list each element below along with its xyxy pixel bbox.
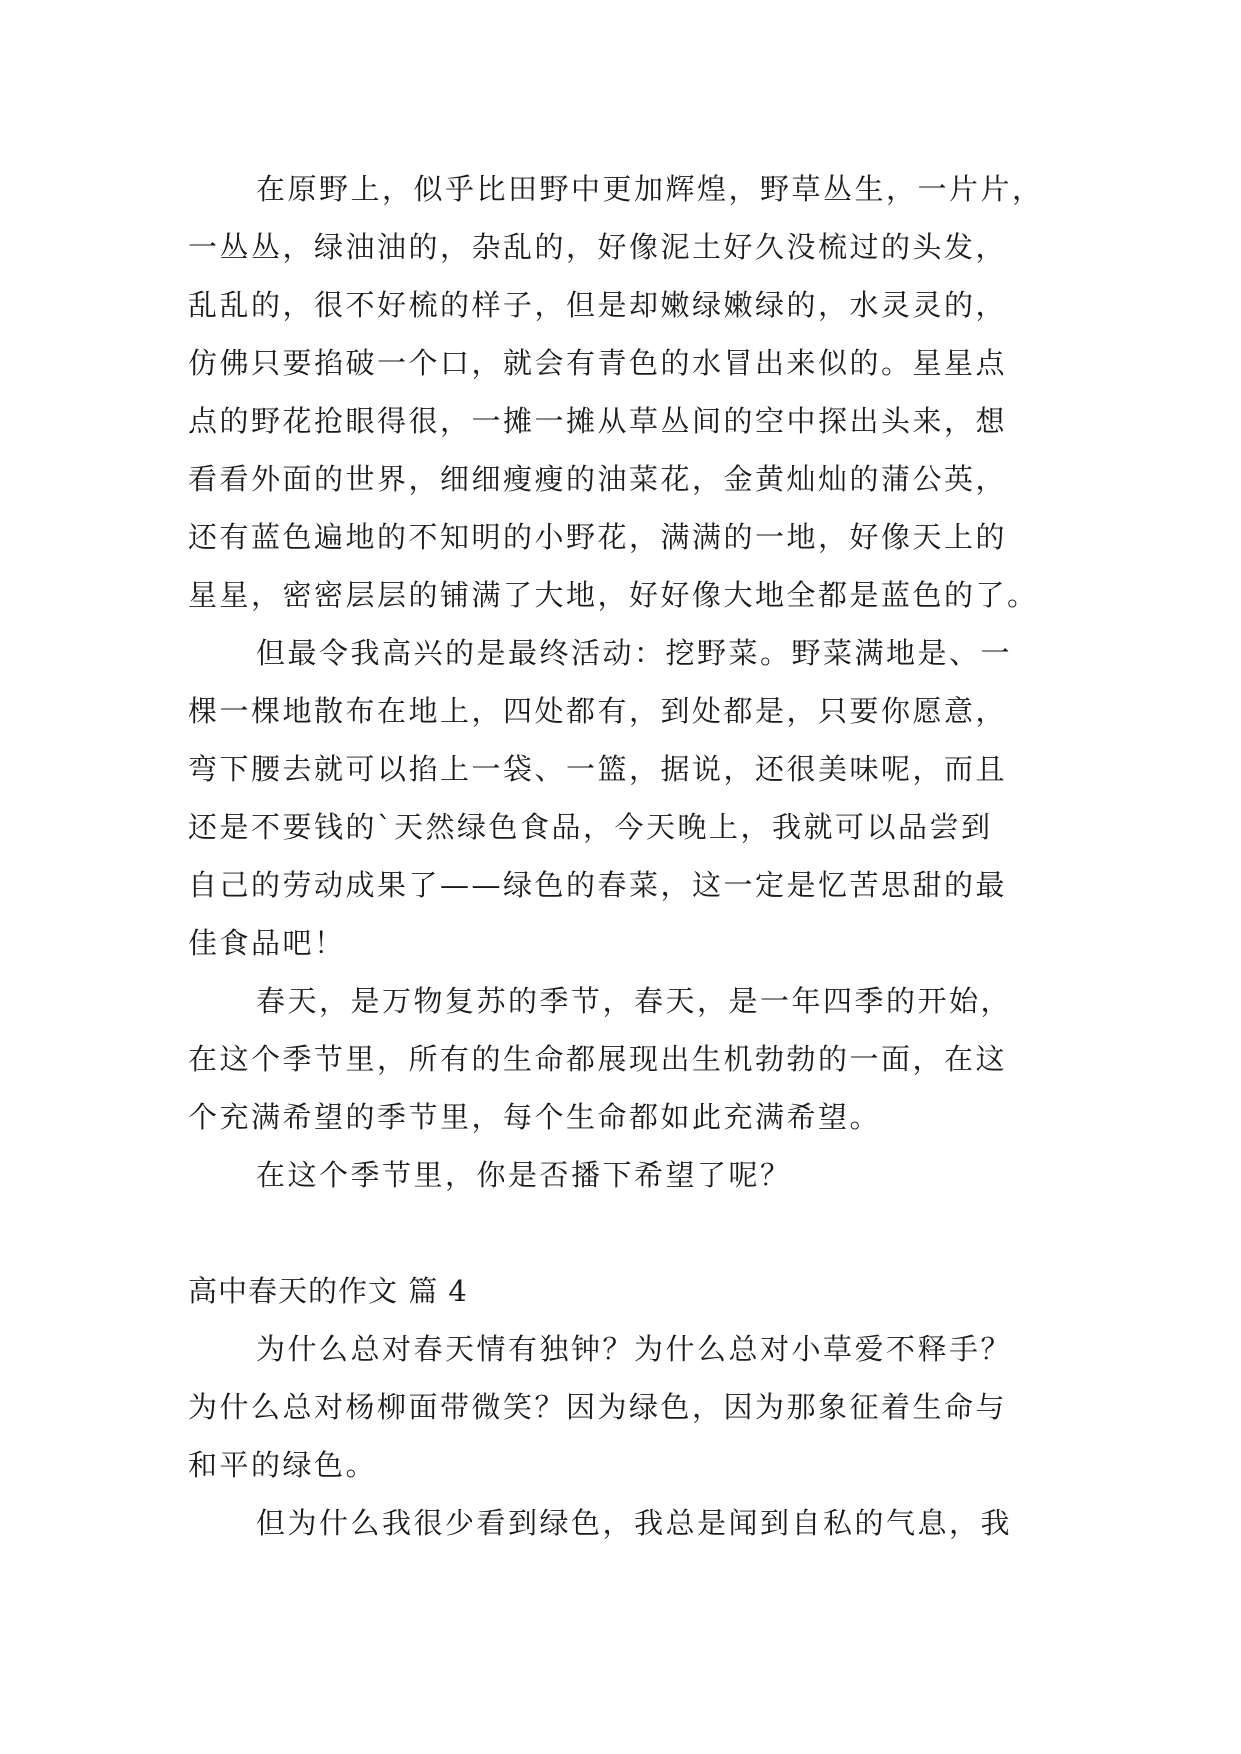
text-line: 但为什么我很少看到绿色，我总是闻到自私的气息，我 bbox=[256, 1506, 1013, 1540]
page-content bbox=[188, 160, 1058, 1552]
text-line: 自己的劳动成果了——绿色的春菜，这一定是忆苦思甜的最 bbox=[188, 868, 1008, 902]
text-line: 但最令我高兴的是最终活动：挖野菜。野菜满地是、一 bbox=[256, 636, 1013, 670]
text-line: 为什么总对杨柳面带微笑？因为绿色，因为那象征着生命与 bbox=[188, 1390, 1008, 1424]
text-line: 为什么总对春天情有独钟？为什么总对小草爱不释手？ bbox=[256, 1332, 1013, 1366]
paragraph bbox=[188, 972, 1058, 1146]
text-line: 看看外面的世界，细细瘦瘦的油菜花，金黄灿灿的蒲公英， bbox=[188, 462, 1008, 496]
text-line: 星星，密密层层的铺满了大地，好好像大地全都是蓝色的了。 bbox=[188, 578, 1039, 612]
text-line: 春天，是万物复苏的季节，春天，是一年四季的开始， bbox=[256, 984, 1013, 1018]
text-line: 还有蓝色遍地的不知明的小野花，满满的一地，好像天上的 bbox=[188, 520, 1008, 554]
text-line: 在这个季节里，你是否播下希望了呢？ bbox=[256, 1158, 792, 1192]
text-line: 在这个季节里，所有的生命都展现出生机勃勃的一面，在这 bbox=[188, 1042, 1008, 1076]
paragraph bbox=[188, 1494, 1058, 1552]
paragraph bbox=[188, 1146, 1058, 1204]
text-line: 仿佛只要掐破一个口，就会有青色的水冒出来似的。星星点 bbox=[188, 346, 1008, 380]
section-heading: 高中春天的作文 篇 4 bbox=[188, 1274, 468, 1308]
text-line: 和平的绿色。 bbox=[188, 1448, 378, 1482]
text-line: 棵一棵地散布在地上，四处都有，到处都是，只要你愿意， bbox=[188, 694, 1008, 728]
paragraph bbox=[188, 624, 1058, 972]
paragraph bbox=[188, 1320, 1058, 1494]
text-line: 乱乱的，很不好梳的样子，但是却嫩绿嫩绿的，水灵灵的， bbox=[188, 288, 1008, 322]
text-line: 弯下腰去就可以掐上一袋、一篮，据说，还很美味呢，而且 bbox=[188, 752, 1008, 786]
text-line: 一丛丛，绿油油的，杂乱的，好像泥土好久没梳过的头发， bbox=[188, 230, 1008, 264]
text-line: 佳食品吧！ bbox=[188, 926, 346, 960]
text-line: 点的野花抢眼得很，一摊一摊从草丛间的空中探出头来，想 bbox=[188, 404, 1008, 438]
text-line: 在原野上，似乎比田野中更加辉煌，野草丛生，一片片， bbox=[256, 172, 1044, 206]
text-line: 还是不要钱的`天然绿色食品，今天晚上，我就可以品尝到 bbox=[188, 810, 993, 844]
text-line: 个充满希望的季节里，每个生命都如此充满希望。 bbox=[188, 1100, 882, 1134]
section-spacer bbox=[188, 1204, 1058, 1262]
paragraph bbox=[188, 160, 1058, 624]
